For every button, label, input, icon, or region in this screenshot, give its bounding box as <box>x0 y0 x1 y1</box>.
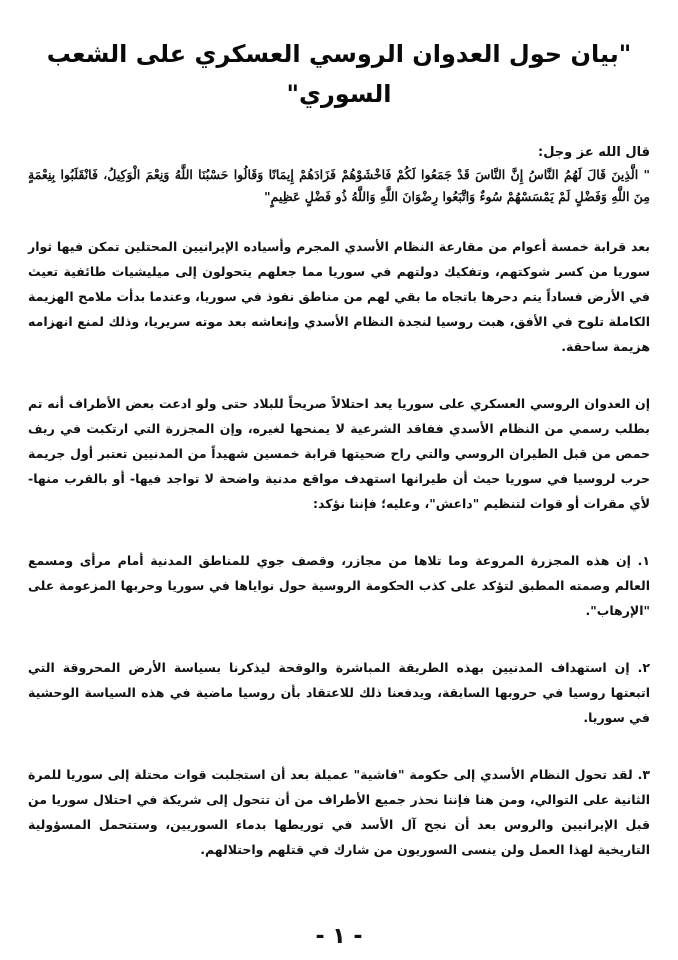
point-3-text: لقد تحول النظام الأسدي إلى حكومة "فاشية" عميلة بعد أن استجلبت قوات محتلة إلى سوريا للمرة الثانية على التوالي، ومن هنا فإننا نحذر جميع الأطراف من أن تتحول إلى شريكة في احتلال سوريا من قبل الإيرانيين والروس بعد أن نجح آل الأسد في توريطها بدماء السوريين، وستتحمل المسؤولية التاريخية لهذا العمل ولن ينسى السوريون من شارك في قتلهم واحتلالهم. <box>28 767 650 857</box>
point-2-number: ٢. <box>637 660 650 675</box>
point-3 <box>28 762 650 862</box>
quran-verse: " الَّذِينَ قَالَ لَهُمُ النَّاسُ إِنَّ النَّاسَ قَدْ جَمَعُوا لَكُمْ فَاخْشَوْهُمْ فَزَادَهُمْ إِيمَانًا وَقَالُوا حَسْبُنَا اللَّهُ وَنِعْمَ الْوَكِيلُ، فَانْقَلَبُوا بِنِعْمَةٍ مِنَ اللَّهِ وَفَضْلٍ لَمْ يَمْسَسْهُمْ سُوءٌ وَاتَّبَعُوا رِضْوَانَ اللَّهِ وَاللَّهُ ذُو فَضْلٍ عَظِيمٍ" <box>28 167 650 204</box>
paragraph-intro: بعد قرابة خمسة أعوام من مقارعة النظام الأسدي المجرم وأسياده الإيرانيين المحتلين تمكن فيها ثوار سوريا من كسر شوكتهم، وتفكيك دولتهم في سوريا مما جعلهم يتحولون إلى ميليشيات طائفية تعيث في الأرض فساداً يتم دحرها باتجاه ما بقي لهم من مناطق نفوذ في سوريا، وعندما بدأت ملامح الهزيمة الكاملة تلوح في الأفق، هبت روسيا لنجدة النظام الأسدي وإنعاشه بعد موته سريريا، وذلك لمنع انهزامه هزيمة ساحقة. <box>28 239 650 354</box>
verse-intro: قال الله عز وجل: <box>538 145 650 160</box>
document-title: "بيان حول العدوان الروسي العسكري على الشعب السوري" <box>46 40 632 108</box>
point-2-text: إن استهداف المدنيين بهذه الطريقة المباشرة والوقحة ليذكرنا بسياسة الأرض المحروقة التي اتبعتها روسيا في حروبها السابقة، ويدفعنا ذلك للاعتقاد بأن روسيا ماضية في هذه السياسة الوحشية في سوريا. <box>28 660 650 725</box>
point-3-number: ٣. <box>637 767 650 782</box>
point-1 <box>28 548 650 623</box>
point-2 <box>28 655 650 730</box>
point-1-number: ١. <box>637 553 650 568</box>
page-number: - ١ - <box>315 924 363 949</box>
paragraph-aggression: إن العدوان الروسي العسكري على سوريا يعد احتلالاً صريحاً للبلاد حتى ولو ادعت بعض الأطراف أنه تم بطلب رسمي من النظام الأسدي ففاقد الشرعية لا يمنحها لغيره، وإن المجزرة التي ارتكبت في ريف حمص من قبل الطيران الروسي والتي راح ضحيتها قرابة خمسين شهيداً من المدنيين تعتبر أول جريمة حرب لروسيا في سوريا حيث أن طيرانها استهدف مواقع مدنية واضحة لا تواجد فيها- أو بالقرب منها- لأي مقرات أو قوات لتنظيم "داعش"، وعليه؛ فإننا نؤكد: <box>28 396 650 511</box>
point-1-text: إن هذه المجزرة المروعة وما تلاها من مجازر، وقصف جوي للمناطق المدنية أمام مرأى ومسمع العالم وصمته المطبق لتؤكد على كذب الحكومة الروسية حول نواياها في سوريا وحربها المزعومة على "الإرهاب". <box>28 553 650 618</box>
